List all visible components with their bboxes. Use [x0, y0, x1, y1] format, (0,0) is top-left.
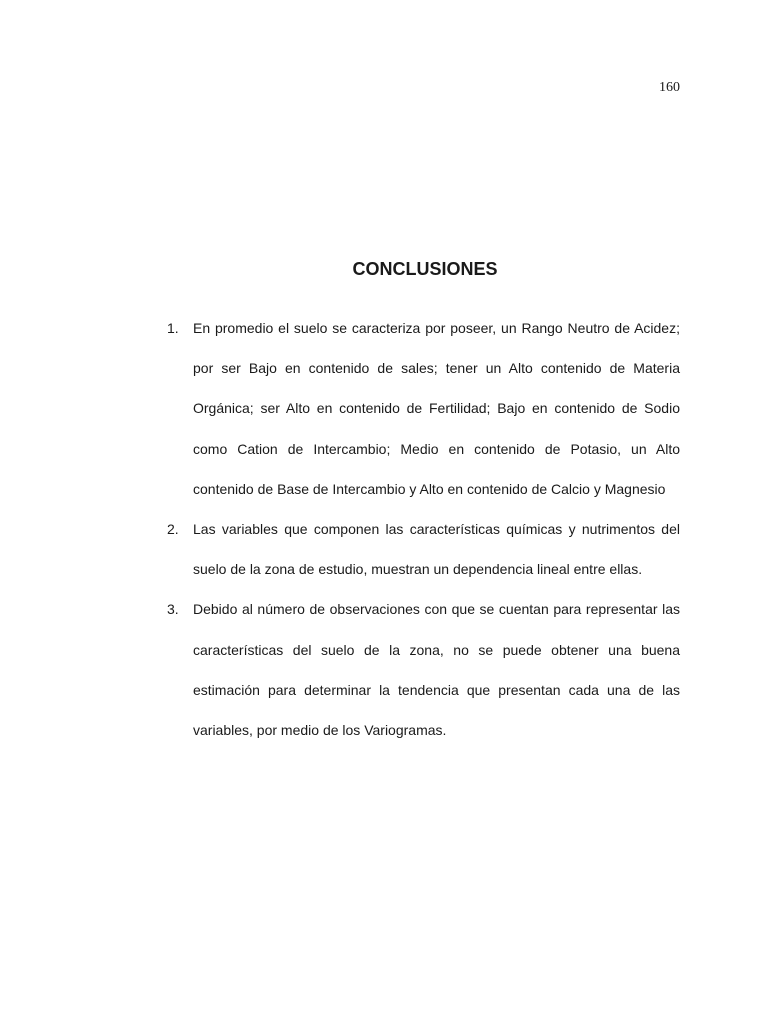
conclusion-number: 1.	[167, 320, 179, 336]
conclusion-text: Las variables que componen las características químicas y nutrimentos del suelo de la zona de estudio, muestran un dependencia lineal entre ellas.	[193, 521, 680, 578]
conclusion-item-1	[167, 308, 680, 509]
conclusion-number: 3.	[167, 601, 179, 618]
conclusion-item-3	[167, 589, 680, 750]
conclusion-item-2	[167, 509, 680, 589]
conclusion-number: 2.	[167, 521, 179, 538]
page-title: CONCLUSIONES	[352, 259, 498, 279]
conclusions-list	[167, 308, 680, 750]
conclusion-text: En promedio el suelo se caracteriza por poseer, un Rango Neutro de Acidez; por ser Bajo en contenido de sales; tener un Alto contenido de Materia Orgánica; ser Alto en contenido de Fertilidad; Bajo en contenido de Sodio como Cation de Intercambio; Medio en contenido de Potasio, un Alto contenido de Base de Intercambio y Alto en contenido de Calcio y Magnesio	[193, 320, 680, 497]
page-number: 160	[659, 80, 680, 95]
conclusion-text: Debido al número de observaciones con que se cuentan para representar las características del suelo de la zona, no se puede obtener una buena estimación para determinar la tendencia que presentan cada una de las variables, por medio de los Variogramas.	[193, 601, 680, 739]
